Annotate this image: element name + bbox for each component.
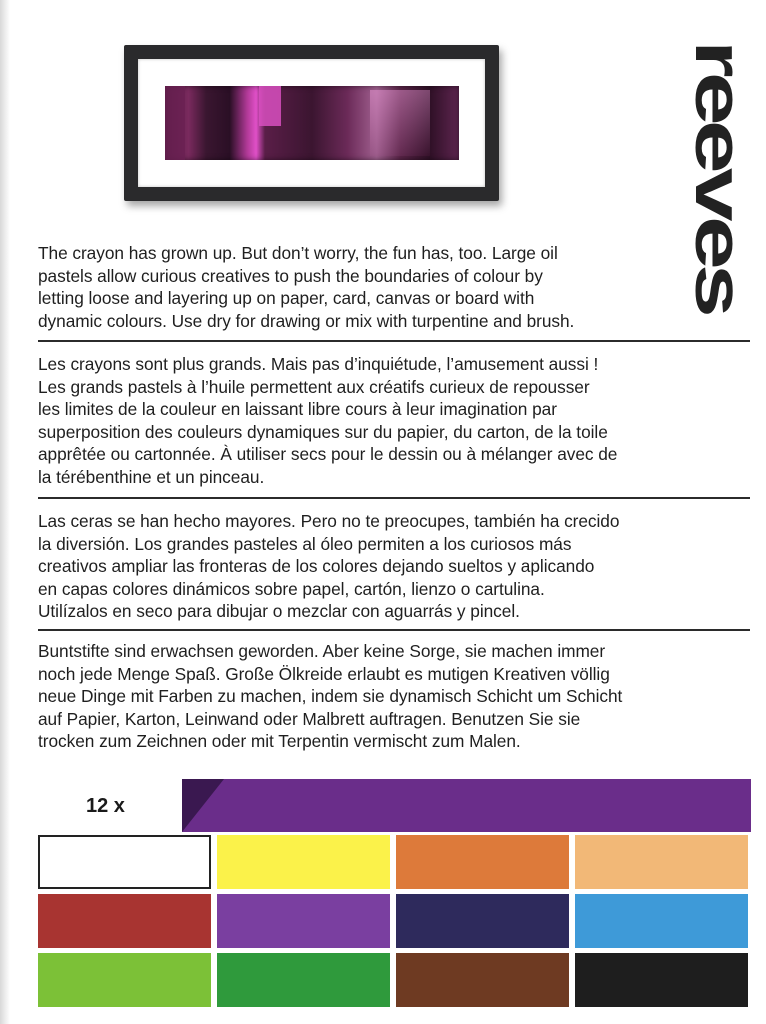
divider xyxy=(38,340,750,342)
color-swatch xyxy=(217,894,390,948)
color-swatch xyxy=(396,953,569,1007)
color-swatch xyxy=(38,835,211,889)
reeves-logo xyxy=(681,40,757,315)
divider xyxy=(38,629,750,631)
color-swatches xyxy=(38,835,752,1015)
logo-text: reeves xyxy=(681,40,757,232)
description-spanish: Las ceras se han hecho mayores. Pero no te preocupes, también ha crecido la diversión. Los grandes pasteles al óleo permiten a los curiosos más creativos ampliar las fronteras de los colores dejando sueltos y aplicando en capas colores dinámicos sobre papel, cartón, lienzo o cartulina. Utilízalos en seco para dibujar o mezclar con aguarrás y pincel. xyxy=(38,511,620,621)
description-german: Buntstifte sind erwachsen geworden. Aber keine Sorge, sie machen immer noch jede Menge Spaß. Große Ölkreide erlaubt es mutigen Kreativen völlig neue Dinge mit Farben zu machen, indem sie dynamisch Schicht um Schicht auf Papier, Karton, Leinwand oder Malbrett auftragen. Benutzen Sie sie trocken zum Zeichnen oder mit Terpentin vermischt zum Malen. xyxy=(38,641,623,751)
panel-edge-shadow xyxy=(0,0,10,1024)
color-swatch xyxy=(217,835,390,889)
description-french: Les crayons sont plus grands. Mais pas d’inquiétude, l’amusement aussi ! Les grands pastels à l’huile permettent aux créatifs curieux de repousser les limites de la couleur en laissant libre cours à leur imagination par superposition des couleurs dynamiques sur du papier, du carton, de la toile apprêtée ou cartonnée. À utiliser secs pour le dessin ou à mélanger avec de la térébenthine et un pinceau. xyxy=(38,354,618,487)
color-swatch xyxy=(575,835,748,889)
pack-count-label: 12 x xyxy=(86,795,125,817)
divider xyxy=(38,497,750,499)
color-swatch xyxy=(396,835,569,889)
color-band xyxy=(182,779,751,832)
description-english: The crayon has grown up. But don’t worry, the fun has, too. Large oil pastels allow curious creatives to push the boundaries of colour by letting loose and layering up on paper, card, canvas or board with dynamic colours. Use dry for drawing or mix with turpentine and brush. xyxy=(38,243,575,331)
artwork-image xyxy=(165,86,459,160)
color-swatch xyxy=(217,953,390,1007)
color-swatch xyxy=(38,894,211,948)
color-swatch xyxy=(575,894,748,948)
color-swatch xyxy=(575,953,748,1007)
color-swatch xyxy=(38,953,211,1007)
color-swatch xyxy=(396,894,569,948)
